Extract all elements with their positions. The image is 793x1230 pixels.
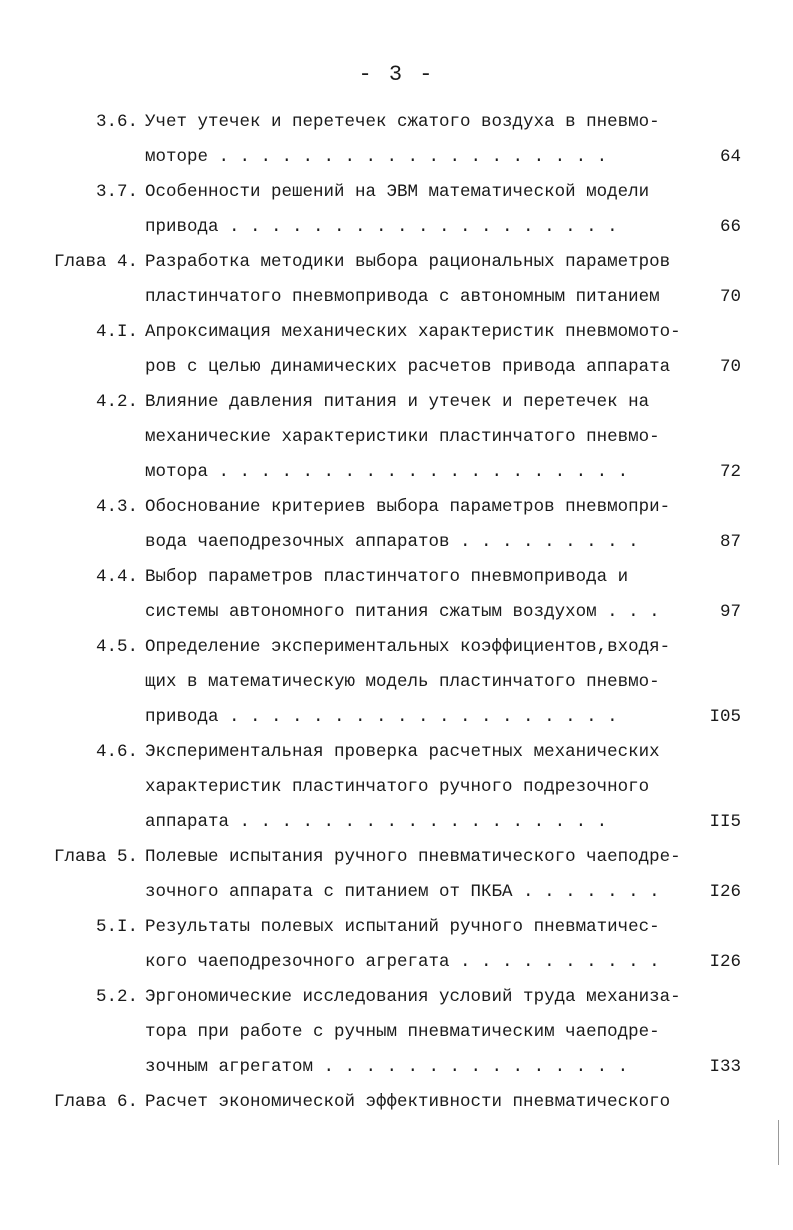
toc-entry-text: моторе . . . . . . . . . . . . . . . . . . .: [145, 147, 608, 167]
toc-entry-number: 4.4.: [95, 567, 138, 587]
toc-entry-number: 4.5.: [95, 637, 138, 657]
toc-entry-text: механические характеристики пластинчатого пневмо-: [145, 427, 660, 447]
page-number: - 3 -: [358, 62, 435, 87]
toc-entry-page: 97: [719, 602, 741, 622]
toc-entry-text: Разработка методики выбора рациональных параметров: [145, 252, 671, 272]
toc-entry-page: II5: [709, 812, 741, 832]
toc-entry-page: 70: [719, 287, 741, 307]
toc-entry-text: Результаты полевых испытаний ручного пневматичес-: [145, 917, 660, 937]
toc-entry-4-3: [0, 490, 793, 560]
toc-entry-text: зочного аппарата с питанием от ПКБА . . . . . . .: [145, 882, 660, 902]
toc-entry-number: 4.6.: [95, 742, 138, 762]
toc-entry-page: 70: [719, 357, 741, 377]
toc-entry-text: привода . . . . . . . . . . . . . . . . . . .: [145, 707, 618, 727]
toc-entry-text: Особенности решений на ЭВМ математической модели: [145, 182, 650, 202]
toc-entry-text: Учет утечек и перетечек сжатого воздуха в пневмо-: [145, 112, 660, 132]
toc-entry-text: кого чаеподрезочного агрегата . . . . . . . . . .: [145, 952, 660, 972]
toc-entry-text: мотора . . . . . . . . . . . . . . . . . . . .: [145, 462, 629, 482]
toc-entry-text: вода чаеподрезочных аппаратов . . . . . . . . .: [145, 532, 639, 552]
toc-entry-text: Экспериментальная проверка расчетных механических: [145, 742, 660, 762]
toc-entry-page: I26: [709, 952, 741, 972]
toc-entry-text: Определение экспериментальных коэффициентов,входя-: [145, 637, 671, 657]
toc-entry-text: Эргономические исследования условий труда механиза-: [145, 987, 681, 1007]
toc-entry-text: Апроксимация механических характеристик пневмомото-: [145, 322, 681, 342]
toc-entry-3-7: [0, 175, 793, 245]
toc-entry-text: привода . . . . . . . . . . . . . . . . . . .: [145, 217, 618, 237]
toc-entry-4-6: [0, 735, 793, 840]
toc-entry-5-2: [0, 980, 793, 1085]
toc-entry-number: 4.3.: [95, 497, 138, 517]
toc-entry-text: зочным агрегатом . . . . . . . . . . . . . . .: [145, 1057, 629, 1077]
toc-entry-4-4: [0, 560, 793, 630]
toc-entry-text: системы автономного питания сжатым воздухом . . .: [145, 602, 660, 622]
toc-entry-text: ров с целью динамических расчетов привода аппарата: [145, 357, 671, 377]
toc-entry-text: Обоснование критериев выбора параметров пневмопри-: [145, 497, 671, 517]
toc-entry-number: 5.I.: [95, 917, 138, 937]
toc-entry-page: 64: [719, 147, 741, 167]
toc-entry-chapter-5: [0, 840, 793, 910]
toc-entry-page: I05: [709, 707, 741, 727]
toc-entry-text: щих в математическую модель пластинчатого пневмо-: [145, 672, 660, 692]
toc-entry-number: 5.2.: [95, 987, 138, 1007]
toc-entry-number: 4.I.: [95, 322, 138, 342]
toc-entry-5-1: [0, 910, 793, 980]
scan-artifact-line: [778, 1120, 779, 1165]
toc-entry-text: Расчет экономической эффективности пневматического: [145, 1092, 671, 1112]
table-of-contents: [0, 105, 793, 1120]
toc-entry-text: тора при работе с ручным пневматическим чаеподре-: [145, 1022, 660, 1042]
toc-entry-3-6: [0, 105, 793, 175]
toc-entry-page: 87: [719, 532, 741, 552]
toc-entry-page: 66: [719, 217, 741, 237]
toc-entry-number: Глава 4.: [53, 252, 138, 272]
toc-entry-text: Влияние давления питания и утечек и перетечек на: [145, 392, 650, 412]
toc-entry-4-5: [0, 630, 793, 735]
toc-entry-page: I26: [709, 882, 741, 902]
toc-entry-number: Глава 5.: [53, 847, 138, 867]
toc-entry-text: Выбор параметров пластинчатого пневмопривода и: [145, 567, 629, 587]
toc-entry-page: 72: [719, 462, 741, 482]
toc-entry-page: I33: [709, 1057, 741, 1077]
toc-entry-number: 3.7.: [95, 182, 138, 202]
toc-entry-number: 3.6.: [95, 112, 138, 132]
toc-entry-text: пластинчатого пневмопривода с автономным питанием: [145, 287, 660, 307]
toc-entry-number: 4.2.: [95, 392, 138, 412]
toc-entry-number: Глава 6.: [53, 1092, 138, 1112]
toc-entry-chapter-4: [0, 245, 793, 315]
toc-entry-text: Полевые испытания ручного пневматического чаеподре-: [145, 847, 681, 867]
toc-entry-text: аппарата . . . . . . . . . . . . . . . . . .: [145, 812, 608, 832]
toc-entry-4-2: [0, 385, 793, 490]
toc-entry-chapter-6: [0, 1085, 793, 1120]
toc-entry-4-1: [0, 315, 793, 385]
toc-entry-text: характеристик пластинчатого ручного подрезочного: [145, 777, 650, 797]
